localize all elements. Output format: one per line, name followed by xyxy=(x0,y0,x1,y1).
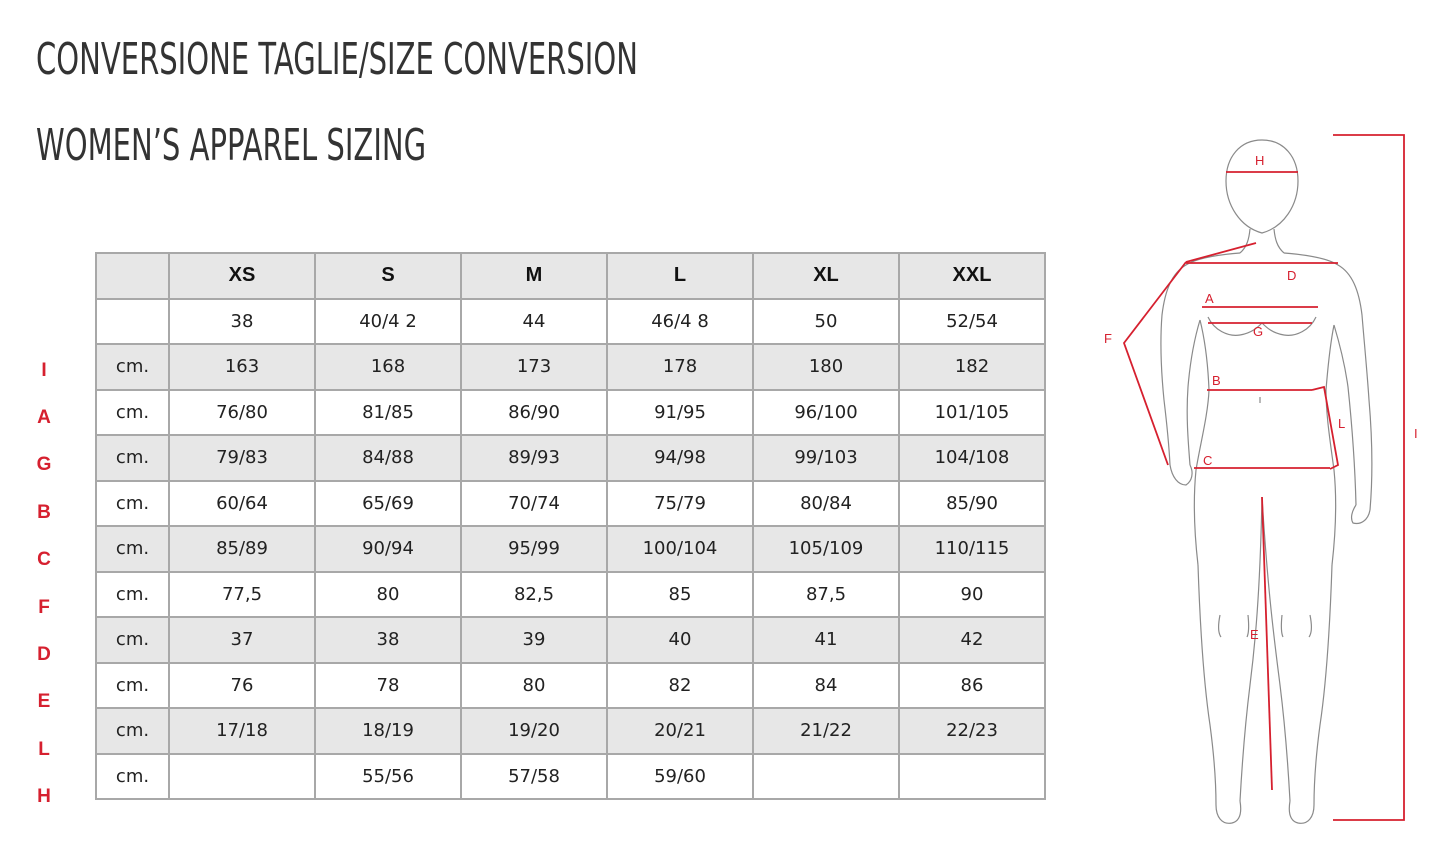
value-cell: 80 xyxy=(461,663,607,709)
value-cell: 50 xyxy=(753,299,899,345)
value-cell: 96/100 xyxy=(753,390,899,436)
table-row xyxy=(96,390,1045,436)
unit-cell: cm. xyxy=(96,617,169,663)
row-letter: A xyxy=(37,407,51,429)
value-cell: 19/20 xyxy=(461,708,607,754)
value-cell: 95/99 xyxy=(461,526,607,572)
value-cell: 40/4 2 xyxy=(315,299,461,345)
row-letter xyxy=(24,299,64,346)
measure-line-d-diag xyxy=(1186,243,1256,262)
value-cell: 178 xyxy=(607,344,753,390)
value-cell: 80 xyxy=(315,572,461,618)
header-cell-size: L xyxy=(607,253,753,299)
value-cell: 46/4 8 xyxy=(607,299,753,345)
table-row xyxy=(96,435,1045,481)
value-cell: 60/64 xyxy=(169,481,315,527)
value-cell: 22/23 xyxy=(899,708,1045,754)
measurement-lines xyxy=(1124,135,1404,820)
value-cell: 57/58 xyxy=(461,754,607,800)
value-cell: 76 xyxy=(169,663,315,709)
row-letter: F xyxy=(38,596,50,618)
value-cell: 89/93 xyxy=(461,435,607,481)
unit-cell: cm. xyxy=(96,754,169,800)
header-cell-size: S xyxy=(315,253,461,299)
value-cell: 94/98 xyxy=(607,435,753,481)
figure-label-e: E xyxy=(1250,627,1259,642)
value-cell: 20/21 xyxy=(607,708,753,754)
value-cell: 168 xyxy=(315,344,461,390)
value-cell xyxy=(899,754,1045,800)
body-outline xyxy=(1161,140,1372,823)
row-letter: G xyxy=(36,454,52,476)
value-cell: 101/105 xyxy=(899,390,1045,436)
value-cell: 70/74 xyxy=(461,481,607,527)
value-cell: 90 xyxy=(899,572,1045,618)
unit-cell: cm. xyxy=(96,390,169,436)
value-cell: 180 xyxy=(753,344,899,390)
value-cell: 79/83 xyxy=(169,435,315,481)
table-row xyxy=(96,617,1045,663)
page-subtitle: WOMEN’S APPAREL SIZING xyxy=(36,120,427,171)
figure-label-l: L xyxy=(1338,416,1346,431)
value-cell: 37 xyxy=(169,617,315,663)
value-cell: 99/103 xyxy=(753,435,899,481)
value-cell: 18/19 xyxy=(315,708,461,754)
table-row xyxy=(96,481,1045,527)
figure-label-h: H xyxy=(1255,153,1265,168)
table-row xyxy=(96,754,1045,800)
measure-line-i xyxy=(1333,135,1404,820)
value-cell: 91/95 xyxy=(607,390,753,436)
value-cell: 105/109 xyxy=(753,526,899,572)
measure-line-l xyxy=(1312,387,1338,469)
value-cell: 85/90 xyxy=(899,481,1045,527)
value-cell: 82 xyxy=(607,663,753,709)
value-cell: 41 xyxy=(753,617,899,663)
value-cell: 110/115 xyxy=(899,526,1045,572)
unit-cell: cm. xyxy=(96,526,169,572)
header-cell-size: XXL xyxy=(899,253,1045,299)
value-cell: 87,5 xyxy=(753,572,899,618)
page-title: CONVERSIONE TAGLIE/SIZE CONVERSION xyxy=(36,34,638,85)
row-letter: H xyxy=(37,785,51,807)
value-cell: 80/84 xyxy=(753,481,899,527)
header-cell-size: XL xyxy=(753,253,899,299)
value-cell: 86/90 xyxy=(461,390,607,436)
row-letter: E xyxy=(37,691,51,713)
row-letter: I xyxy=(41,359,47,381)
value-cell: 104/108 xyxy=(899,435,1045,481)
figure-label-f: F xyxy=(1104,331,1112,346)
value-cell: 38 xyxy=(169,299,315,345)
measure-line-f xyxy=(1124,262,1186,465)
header-cell-size: M xyxy=(461,253,607,299)
value-cell: 182 xyxy=(899,344,1045,390)
value-cell: 84/88 xyxy=(315,435,461,481)
unit-cell: cm. xyxy=(96,344,169,390)
value-cell xyxy=(753,754,899,800)
unit-cell: cm. xyxy=(96,663,169,709)
table-row xyxy=(96,344,1045,390)
value-cell: 85/89 xyxy=(169,526,315,572)
measure-line-e xyxy=(1262,497,1272,790)
table-row xyxy=(96,663,1045,709)
figure-label-a: A xyxy=(1205,291,1214,306)
value-cell: 100/104 xyxy=(607,526,753,572)
value-cell: 39 xyxy=(461,617,607,663)
row-letter: C xyxy=(37,549,51,571)
value-cell: 40 xyxy=(607,617,753,663)
unit-cell: cm. xyxy=(96,481,169,527)
value-cell: 173 xyxy=(461,344,607,390)
value-cell: 76/80 xyxy=(169,390,315,436)
row-letter: B xyxy=(37,501,51,523)
value-cell: 90/94 xyxy=(315,526,461,572)
row-letter-spacer xyxy=(24,252,64,299)
value-cell: 42 xyxy=(899,617,1045,663)
value-cell: 52/54 xyxy=(899,299,1045,345)
table-row xyxy=(96,572,1045,618)
unit-cell: cm. xyxy=(96,708,169,754)
value-cell: 82,5 xyxy=(461,572,607,618)
value-cell: 81/85 xyxy=(315,390,461,436)
value-cell: 59/60 xyxy=(607,754,753,800)
figure-label-i: I xyxy=(1414,426,1418,441)
value-cell: 17/18 xyxy=(169,708,315,754)
figure-label-c: C xyxy=(1203,453,1213,468)
figure-label-b: B xyxy=(1212,373,1221,388)
row-letter: L xyxy=(38,738,50,760)
value-cell: 65/69 xyxy=(315,481,461,527)
value-cell: 163 xyxy=(169,344,315,390)
unit-cell: cm. xyxy=(96,435,169,481)
value-cell: 38 xyxy=(315,617,461,663)
unit-cell: cm. xyxy=(96,572,169,618)
table-header-row xyxy=(96,253,1045,299)
header-cell-size: XS xyxy=(169,253,315,299)
value-cell: 84 xyxy=(753,663,899,709)
size-table xyxy=(95,252,1046,800)
table-row xyxy=(96,526,1045,572)
row-letter-column xyxy=(24,252,64,820)
value-cell: 86 xyxy=(899,663,1045,709)
value-cell: 55/56 xyxy=(315,754,461,800)
value-cell xyxy=(169,754,315,800)
value-cell: 21/22 xyxy=(753,708,899,754)
figure-label-g: G xyxy=(1253,324,1264,339)
value-cell: 44 xyxy=(461,299,607,345)
value-cell: 78 xyxy=(315,663,461,709)
unit-cell xyxy=(96,299,169,345)
header-cell-blank xyxy=(96,253,169,299)
figure-label-d: D xyxy=(1287,268,1297,283)
row-letter: D xyxy=(37,643,51,665)
value-cell: 77,5 xyxy=(169,572,315,618)
value-cell: 75/79 xyxy=(607,481,753,527)
body-measurement-figure xyxy=(1090,125,1420,830)
value-cell: 85 xyxy=(607,572,753,618)
table-row xyxy=(96,299,1045,345)
table-row xyxy=(96,708,1045,754)
